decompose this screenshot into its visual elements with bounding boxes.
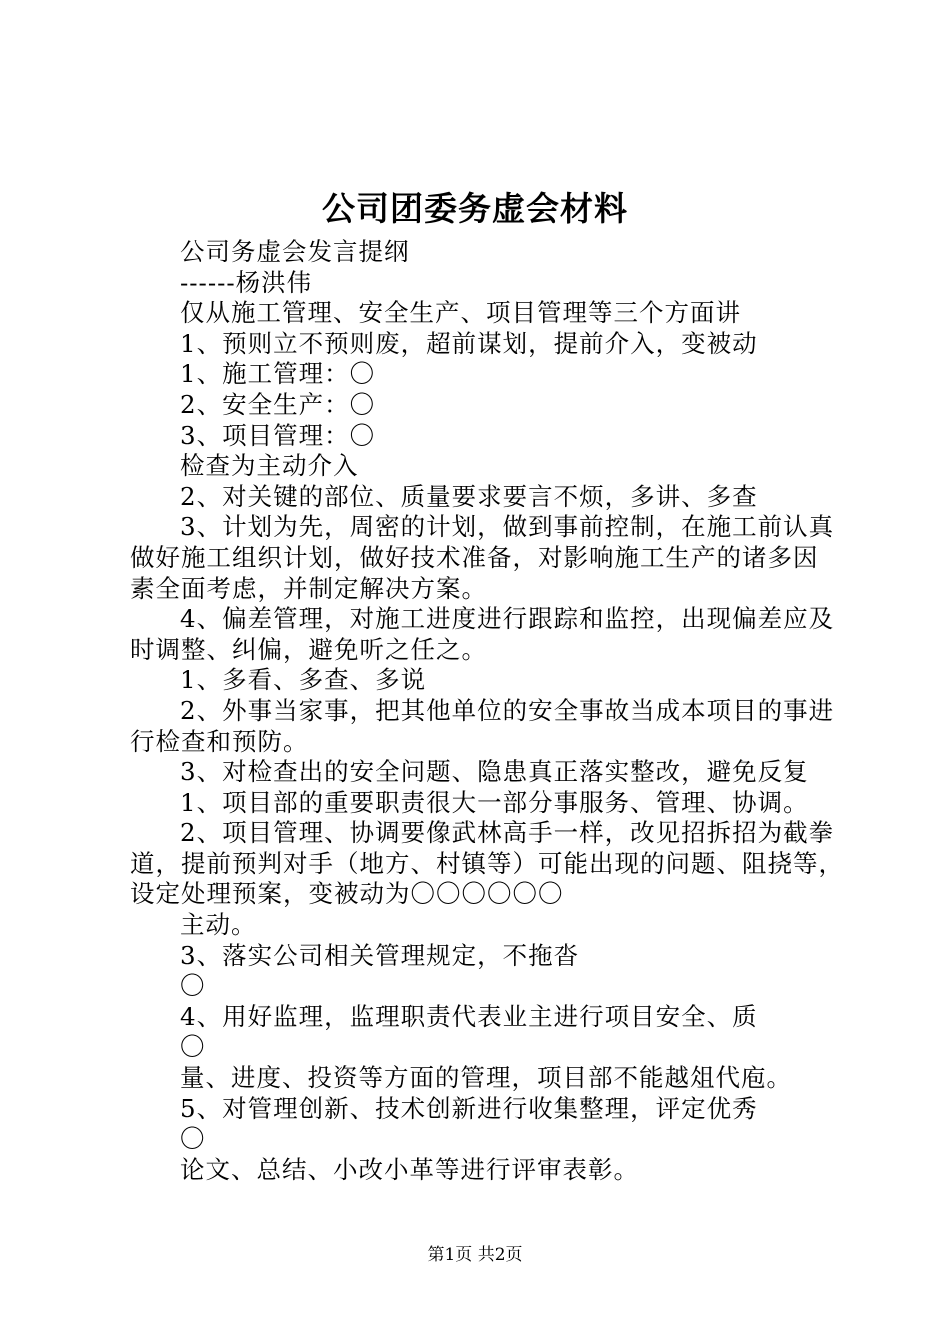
text-line: 1、施工管理：〇 [180,359,376,389]
text-line: 〇 [180,1124,206,1154]
text-line: 仅从施工管理、安全生产、项目管理等三个方面讲 [180,298,741,328]
text-line: 1、项目部的重要职责很大一部分事服务、管理、协调。 [180,787,809,817]
text-line: 2、项目管理、协调要像武林高手一样，改见招拆招为截拳 [180,818,835,848]
text-line: 设定处理预案，变被动为〇〇〇〇〇〇 [130,879,564,909]
text-line: 2、安全生产：〇 [180,389,376,419]
text-line: 公司务虚会发言提纲 [180,237,410,266]
text-line: 5、对管理创新、技术创新进行收集整理，评定优秀 [180,1093,758,1123]
document-title: 公司团委务虚会材料 [322,189,628,228]
text-line: 〇 [180,1032,206,1062]
text-line: 1、预则立不预则废，超前谋划，提前介入，变被动 [180,328,758,358]
text-line: 做好施工组织计划，做好技术准备，对影响施工生产的诸多因 [130,542,819,572]
text-line: 3、落实公司相关管理规定，不拖沓 [180,940,580,970]
text-line: 素全面考虑，并制定解决方案。 [130,573,487,603]
text-line: 3、项目管理：〇 [180,420,376,450]
text-line: 检查为主动介入 [180,451,359,481]
text-line: 3、对检查出的安全问题、隐患真正落实整改，避免反复 [180,757,809,787]
text-line: 时调整、纠偏，避免听之任之。 [130,634,487,664]
text-line: 2、对关键的部位、质量要求要言不烦，多讲、多查 [180,481,758,511]
text-line: 论文、总结、小改小革等进行评审表彰。 [180,1154,639,1184]
text-line: 4、用好监理，监理职责代表业主进行项目安全、质 [180,1001,758,1031]
page-footer: 第1页 共2页 [427,1245,523,1265]
text-line: 〇 [180,971,206,1001]
text-line: ------杨洪伟 [180,267,313,297]
text-line: 1、多看、多查、多说 [180,665,427,695]
text-line: 主动。 [180,910,257,940]
text-line: 量、进度、投资等方面的管理，项目部不能越俎代庖。 [180,1063,792,1093]
text-line: 2、外事当家事，把其他单位的安全事故当成本项目的事进 [180,695,835,725]
text-line: 3、计划为先，周密的计划，做到事前控制，在施工前认真 [180,512,835,542]
text-line: 行检查和预防。 [130,726,309,756]
text-line: 道，提前预判对手（地方、村镇等）可能出现的问题、阻挠等， [130,848,844,878]
document-body [130,237,845,1185]
text-line: 4、偏差管理，对施工进度进行跟踪和监控，出现偏差应及 [180,604,835,634]
